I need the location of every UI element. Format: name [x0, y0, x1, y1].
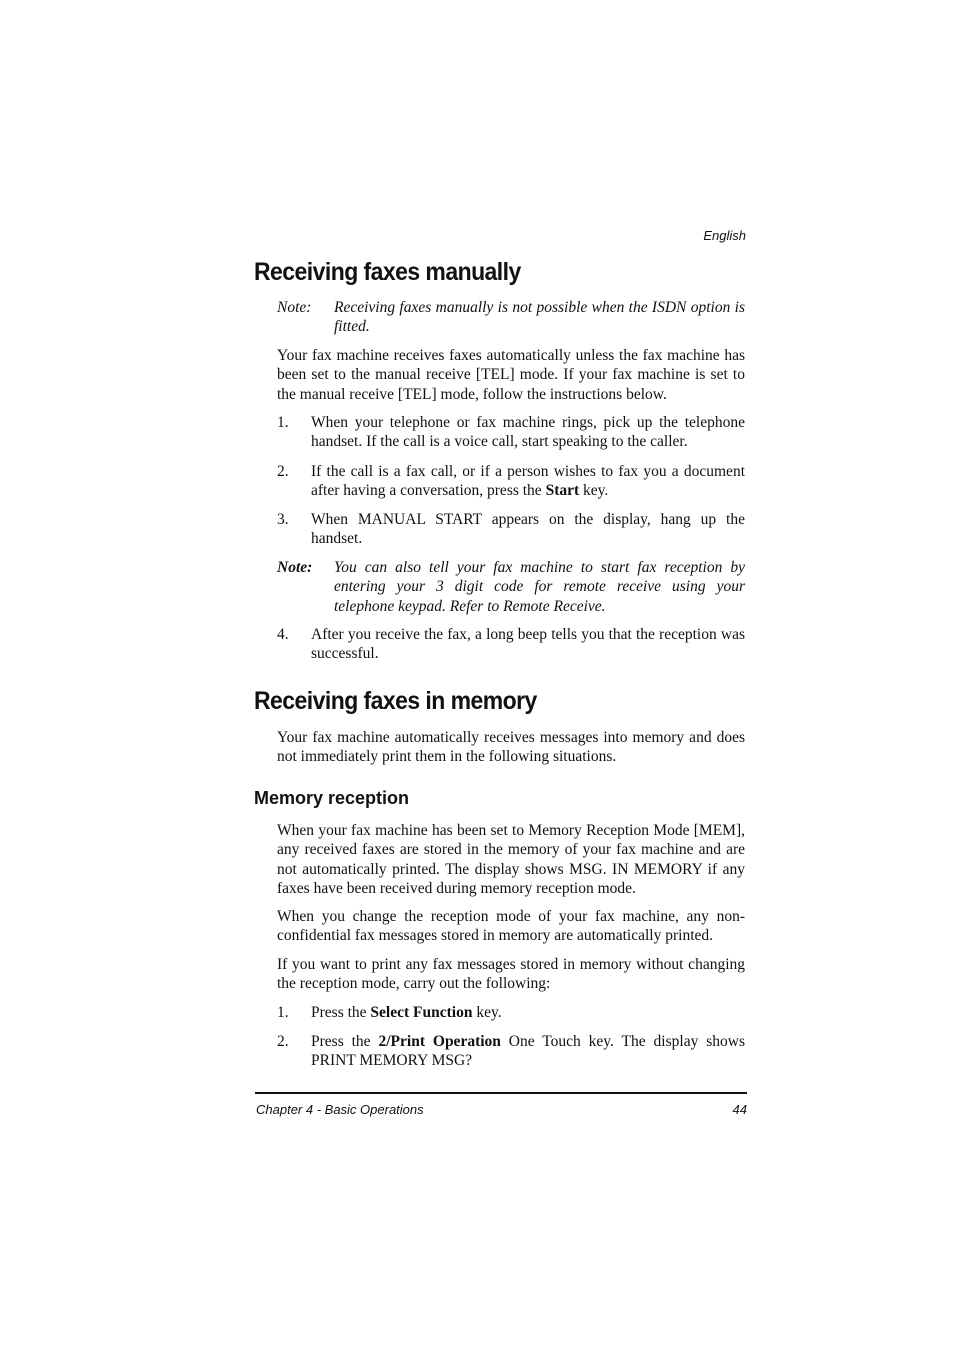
- list-number: 3.: [277, 511, 289, 528]
- chapter-label: Chapter 4 - Basic Operations: [256, 1102, 424, 1117]
- note-remote-receive: [277, 558, 745, 616]
- list-item: [277, 1003, 745, 1022]
- list-text: When MANUAL START appears on the display, hang up the handset.: [311, 511, 745, 548]
- list-text: Press the 2/Print Operation One Touch key. The display shows PRINT MEMORY MSG?: [311, 1033, 745, 1070]
- language-label: English: [703, 228, 746, 243]
- start-key-label: Start: [545, 482, 580, 500]
- intro-paragraph-memory: Your fax machine automatically receives messages into memory and does not immediately print them in the following situations.: [277, 729, 745, 766]
- list-number: 2.: [277, 463, 289, 480]
- section-title-receiving-manually: Receiving faxes manually: [254, 258, 521, 286]
- list-text: When your telephone or fax machine rings, pick up the telephone handset. If the call is a voice call, start speaking to the caller.: [311, 414, 745, 451]
- list-number: 2.: [277, 1033, 289, 1050]
- print-memory-paragraph: If you want to print any fax messages stored in memory without changing the reception mode, carry out the following:: [277, 956, 745, 993]
- subsection-title-memory-reception: Memory reception: [254, 788, 410, 808]
- page-number: 44: [732, 1102, 747, 1117]
- list-number: 4.: [277, 626, 289, 643]
- list-item: [277, 462, 745, 501]
- page-footer: [256, 1102, 747, 1117]
- note-text: You can also tell your fax machine to start fax reception by entering your 3 digit code for remote receive using your telephone keypad. Refer to Remote Receive.: [334, 559, 745, 615]
- note-text: Receiving faxes manually is not possible when the ISDN option is fitted.: [334, 299, 745, 336]
- section-title-receiving-memory: Receiving faxes in memory: [254, 687, 537, 715]
- memory-reception-paragraph: When your fax machine has been set to Memory Reception Mode [MEM], any received faxes are stored in the memory of your fax machine and are not automatically printed. The display shows MSG. IN MEMORY if any faxes have been received during memory reception mode.: [277, 822, 745, 898]
- list-item: [277, 1032, 745, 1071]
- list-number: 1.: [277, 414, 289, 431]
- select-function-key-label: Select Function: [370, 1004, 473, 1021]
- intro-paragraph-manual: Your fax machine receives faxes automatically unless the fax machine has been set to the manual receive [TEL] mode. If your fax machine is set to the manual receive [TEL] mode, follow the instructions below.: [277, 347, 745, 403]
- note-isdn: [277, 298, 745, 337]
- footer-divider: [255, 1092, 747, 1094]
- note-label: Note:: [277, 299, 312, 316]
- list-number: 1.: [277, 1004, 289, 1021]
- list-item: [277, 625, 745, 664]
- list-item: [277, 413, 745, 452]
- list-text: Press the Select Function key.: [311, 1004, 502, 1021]
- print-operation-key-label: 2/Print Operation: [378, 1033, 501, 1050]
- list-text: After you receive the fax, a long beep tells you that the reception was successful.: [311, 626, 745, 663]
- note-label: Note:: [277, 559, 313, 576]
- list-text: If the call is a fax call, or if a person wishes to fax you a document after having a conversation, press the Start key.: [311, 463, 745, 500]
- list-item: [277, 510, 745, 549]
- reception-mode-paragraph: When you change the reception mode of your fax machine, any non-confidential fax messages stored in memory are automatically printed.: [277, 908, 745, 945]
